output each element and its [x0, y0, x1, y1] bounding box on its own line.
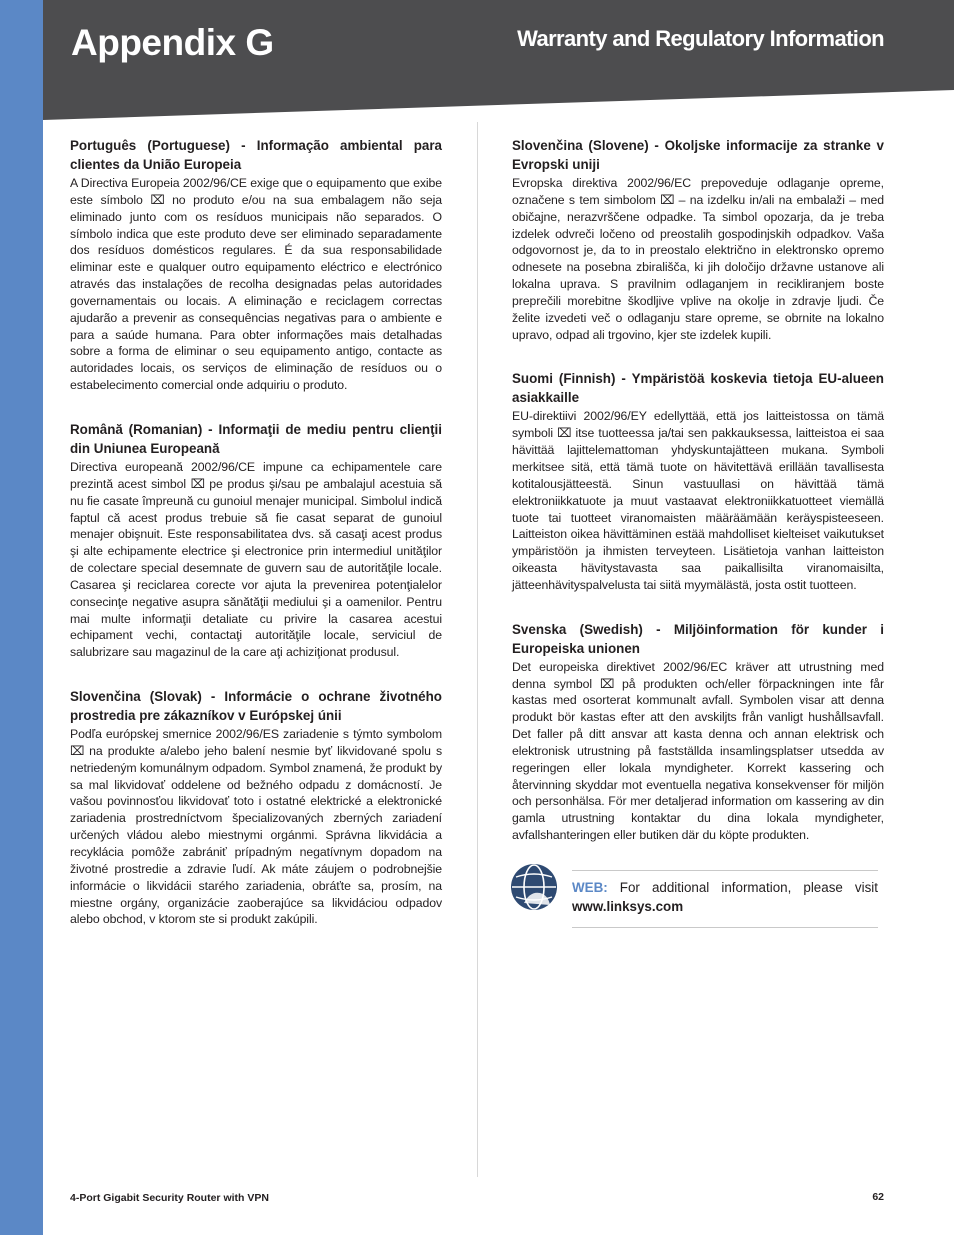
- section-romanian: [70, 420, 442, 661]
- web-url-link[interactable]: www.linksys.com: [572, 899, 684, 914]
- web-note-text: [572, 878, 878, 916]
- web-note-message: For additional information, please visit: [619, 880, 878, 895]
- section-body: EU-direktiivi 2002/96/EY edellyttää, että jos laitteistossa on tämä symboli ⌧ itse tuotteessa ja/tai sen pakkauksessa, laitteistoa ei saa hävittää lajittelemattoman yhdyskuntajätteen mukana. Symboli merkitsee sitä, että tämä tuote on hävitettävä erillään tavallisesta kotitalousjätteestä. Sinun vastuullasi on hävittää tämä elektroniikkatuote ja muut vastaavat elektroniikkatuotteet viemällä tuote tai tuotteet viranomaisten määräämään keräyspisteeseen. Laitteiston oikea hävittäminen estää mahdolliset kielteiset vaikutukset ympäristöön ja ihmisten terveyteen. Lisätietoja vanhan laitteiston oikeasta hävitystavasta saa paikallisilta viranomaisilta, jätteenhävityspalvelusta tai siitä myymälästä, josta ostit tuotteen.: [512, 409, 884, 592]
- section-heading: Slovenčina (Slovene) - Okoljske informacije za stranke v Evropski uniji: [512, 138, 884, 172]
- left-column: [70, 136, 442, 954]
- section-portuguese: [70, 136, 442, 394]
- web-note: [572, 870, 878, 928]
- section-heading: Svenska (Swedish) - Miljöinformation för kunder i Europeiska unionen: [512, 621, 884, 656]
- section-swedish: [512, 620, 884, 844]
- section-heading: Suomi (Finnish) - Ympäristöä koskevia tietoja EU-alueen asiakkaille: [512, 371, 884, 406]
- section-body: Evropska direktiva 2002/96/EC prepoveduje odlaganje opreme, označene s tem simbolom ⌧ – na izdelku in/ali na embalaži – med običajne, nerazvrščene odpadke. Ta simbol opozarja, da je treba izdelek odvreči ločeno od preostalih gospodinjskih odpadkov. Vaša odgovornost je, da to in preostalo električno in elektronsko opremo odnesete na posebna zbirališča, ki jih določijo državne ustanove ali lokalna uprava. S pravilnim odlaganjem in recikliranjem boste preprečili morebitne škodljive vplive na okolje in zdravje ljudi. Če želite izvedeti več o odlaganju stare opreme, se obrnite na lokalno upravo, odpad ali trgovino, kjer ste izdelek kupili.: [512, 176, 884, 342]
- sidebar-accent: [0, 0, 43, 1235]
- section-heading: Português (Portuguese) - Informação ambiental para clientes da União Europeia: [70, 138, 442, 172]
- globe-web-icon: [510, 863, 558, 911]
- section-heading: Slovenčina (Slovak) - Informácie o ochrane životného prostredia pre zákazníkov v Európskej únii: [70, 689, 442, 724]
- section-finnish: [512, 369, 884, 593]
- appendix-title: Appendix G: [71, 22, 274, 63]
- section-heading: Română (Romanian) - Informaţii de mediu pentru clienţii din Uniunea Europeană: [70, 421, 442, 456]
- right-column: [512, 136, 884, 928]
- section-body: Podľa európskej smernice 2002/96/ES zariadenie s týmto symbolom ⌧ na produkte a/alebo jeho balení nesmie byť likvidované spolu s netriedeným komunálnym odpadom. Symbol znamená, že produkt by sa mal likvidovať oddelene od bežného odpadu z domácností. Je vašou povinnosťou likvidovať toto i ostatné elektrické a elektronické zariadenia prostredníctvom špecializovaných zberných zariadení určených vládou alebo miestnymi orgánmi. Správna likvidácia a recyklácia pomôže zabrániť prípadným negatívnym dopadom na životné prostredie a zdravie ľudí. Ak máte záujem o podrobnejšie informácie o likvidácii starého zariadenia, obráťte sa, prosím, na miestne orgány, organizácie zaoberajúce sa likvidáciou odpadov alebo obchod, v ktorom ste si produkt zakúpili.: [70, 727, 442, 927]
- section-slovene: [512, 136, 884, 343]
- section-slovak: [70, 687, 442, 928]
- web-label: WEB:: [572, 880, 608, 895]
- chapter-title: Warranty and Regulatory Information: [517, 26, 884, 51]
- section-body: Det europeiska direktivet 2002/96/EC kräver att utrustning med denna symbol ⌧ på produkten och/eller förpackningen inte får kastas med osorterat kommunalt avfall. Symbolen visar att denna produkt bör kastas efter att den avskiljts från vanligt hushållsavfall. Det faller på ditt ansvar att kasta denna och annan elektrisk och elektronisk utrustning på fastställda insamlingsplatser utsedda av regeringen eller lokala myndigheter. Korrekt kassering och återvinning skyddar mot eventuella negativa konsekvenser för miljön och personhälsa. För mer detaljerad information om kassering av din gamla utrustning kontaktar du dina lokala myndigheter, avfallshanteringen eller butiken där du köpte produkten.: [512, 659, 884, 843]
- section-body: Directiva europeană 2002/96/CE impune ca echipamentele care prezintă acest simbol ⌧ pe produs şi/sau pe ambalajul acestuia să nu fie casate împreună cu gunoiul menajer municipal. Simbolul indică faptul că acest produs trebuie să fie casat separat de gunoiul menajer obişnuit. Este responsabilitatea dvs. să casaţi acest produs şi alte echipamente electrice şi electronice prin intermediul unităţilor de colectare special desemnate de guvern sau de autorităţile locale. Casarea şi reciclarea corecte vor ajuta la prevenirea potenţialelor consecinţe negative asupra sănătăţii mediului şi a oamenilor. Pentru mai multe informaţii detaliate cu privire la casarea acestui echipament vechi, contactaţi autorităţile locale, serviciul de salubrizare sau magazinul de la care aţi achiziţionat produsul.: [70, 459, 442, 660]
- section-body: A Directiva Europeia 2002/96/CE exige que o equipamento que exibe este símbolo ⌧ no produto e/ou na sua embalagem não seja eliminado junto com os resíduos municipais não separados. O símbolo indica que este produto deve ser eliminado separadamente dos resíduos domésticos regulares. É da sua responsabilidade eliminar este e qualquer outro equipamento eléctrico e electrónico através das instalações de recolha designadas pelas autoridades governamentais ou locais. A eliminação e reciclagem correctas ajudarão a prevenir as consequências negativas para o ambiente e para a saúde humana. Para obter informações mais detalhadas sobre a forma de eliminar o seu equipamento antigo, contacte as autoridades locais, os serviços de eliminação de resíduos ou o estabelecimento comercial onde adquiriu o produto.: [70, 176, 442, 393]
- footer-product-name: 4-Port Gigabit Security Router with VPN: [70, 1192, 269, 1204]
- footer-page-number: 62: [872, 1191, 884, 1203]
- column-divider: [477, 122, 478, 1177]
